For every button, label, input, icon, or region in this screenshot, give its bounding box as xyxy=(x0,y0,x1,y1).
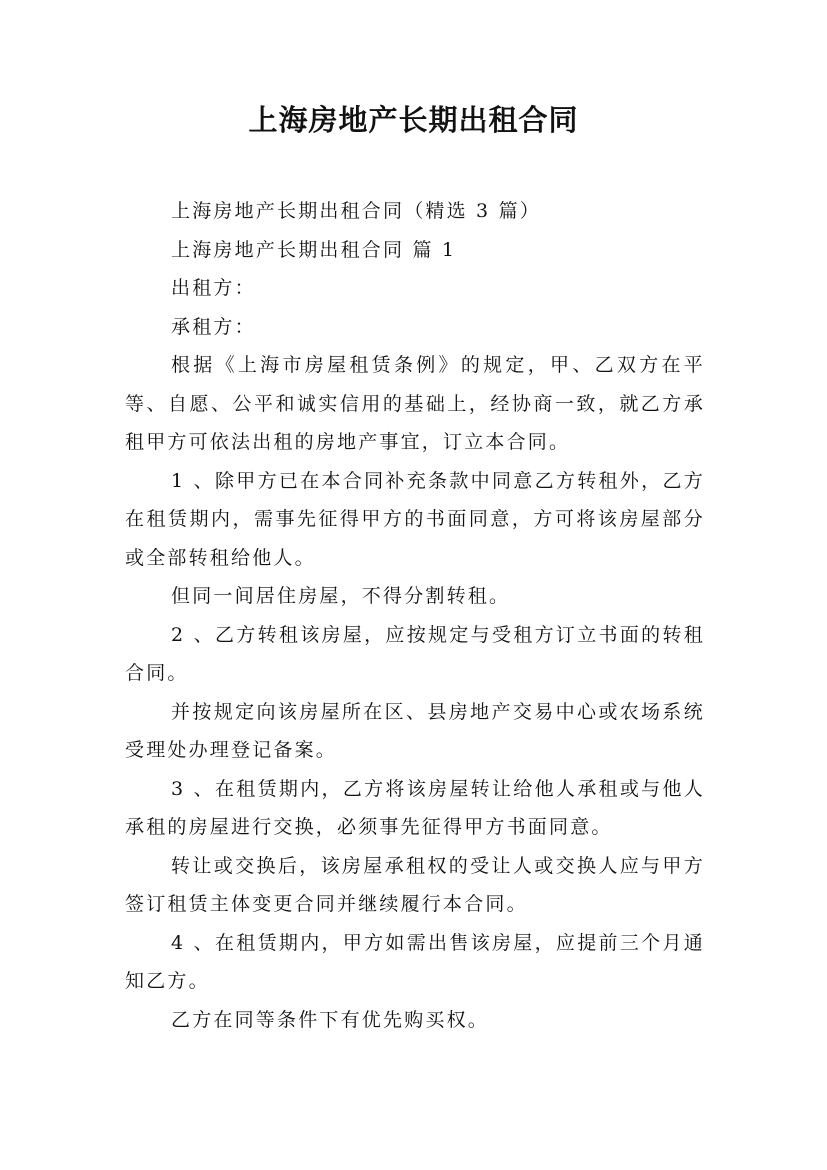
paragraph-clause-1-note: 但同一间居住房屋，不得分割转租。 xyxy=(171,585,511,607)
paragraph-preamble: 根据《上海市房屋租赁条例》的规定，甲、乙双方在平等、自愿、公平和诚实信用的基础上，经协商一致，就乙方承租甲方可依法出租的房地产事宜，订立本合同。 xyxy=(125,354,705,453)
paragraph-clause-4-note: 乙方在同等条件下有优先购买权。 xyxy=(171,1008,490,1031)
paragraph-clause-2: 2 、乙方转租该房屋，应按规定与受租方订立书面的转租合同。 xyxy=(125,623,705,684)
document-body xyxy=(125,192,705,1039)
paragraph-clause-2-note: 并按规定向该房屋所在区、县房地产交易中心或农场系统受理处办理登记备案。 xyxy=(125,700,705,761)
paragraph-clause-3: 3 、在租赁期内，乙方将该房屋转让给他人承租或与他人承租的房屋进行交换，必须事先征得甲方书面同意。 xyxy=(125,777,705,838)
paragraph-lessor: 出租方： xyxy=(171,277,256,299)
document-title: 上海房地产长期出租合同 xyxy=(248,103,579,137)
paragraph-lessee: 承租方： xyxy=(171,315,256,338)
paragraph-clause-1: 1 、除甲方已在本合同补充条款中同意乙方转租外，乙方在租赁期内，需事先征得甲方的书面同意，方可将该房屋部分或全部转租给他人。 xyxy=(125,469,705,569)
paragraph-subtitle: 上海房地产长期出租合同（精选 3 篇） xyxy=(171,200,541,222)
paragraph-clause-3-note: 转让或交换后，该房屋承租权的受让人或交换人应与甲方签订租赁主体变更合同并继续履行本合同。 xyxy=(125,854,705,915)
paragraph-section-heading: 上海房地产长期出租合同 篇 1 xyxy=(171,238,457,261)
paragraph-clause-4: 4 、在租赁期内，甲方如需出售该房屋，应提前三个月通知乙方。 xyxy=(125,931,705,992)
